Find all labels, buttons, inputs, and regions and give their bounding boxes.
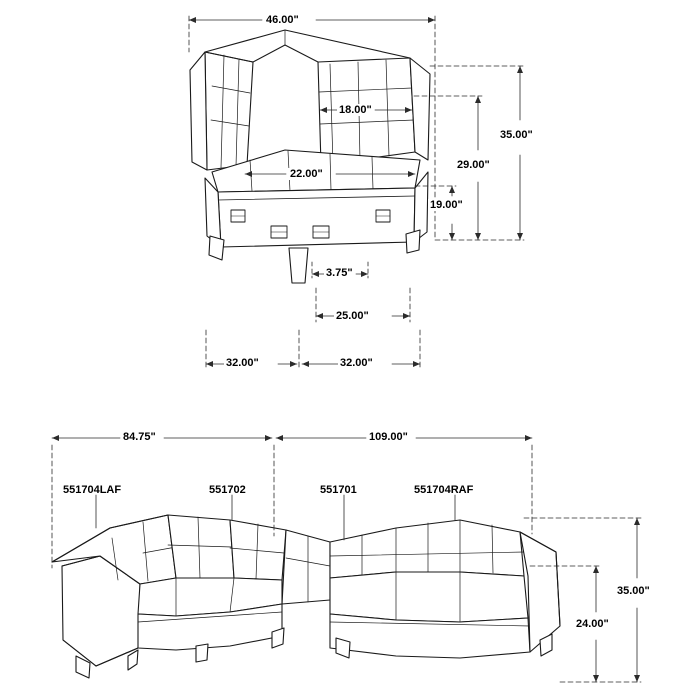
part-label-551702: 551702: [209, 484, 246, 496]
dim-25: 25.00": [336, 310, 369, 322]
part-label-551701: 551701: [320, 484, 357, 496]
dim-18: 18.00": [339, 104, 372, 116]
dim-46: 46.00": [266, 14, 299, 26]
dim-19: 19.00": [430, 199, 463, 211]
dim-32-right: 32.00": [340, 357, 373, 369]
dim-35-bottom: 35.00": [617, 585, 650, 597]
part-label-551704LAF: 551704LAF: [63, 484, 122, 496]
dim-35-top: 35.00": [500, 129, 533, 141]
dim-32-left: 32.00": [226, 357, 259, 369]
assembled-sectional-illustration: [52, 515, 560, 678]
dim-3-75: 3.75": [326, 267, 353, 279]
dim-84-75: 84.75": [123, 431, 156, 443]
part-label-551704RAF: 551704RAF: [414, 484, 474, 496]
dim-29: 29.00": [457, 159, 490, 171]
dim-109: 109.00": [369, 431, 408, 443]
corner-wedge-illustration: [190, 30, 430, 283]
dim-22: 22.00": [290, 168, 323, 180]
dim-24: 24.00": [576, 618, 609, 630]
